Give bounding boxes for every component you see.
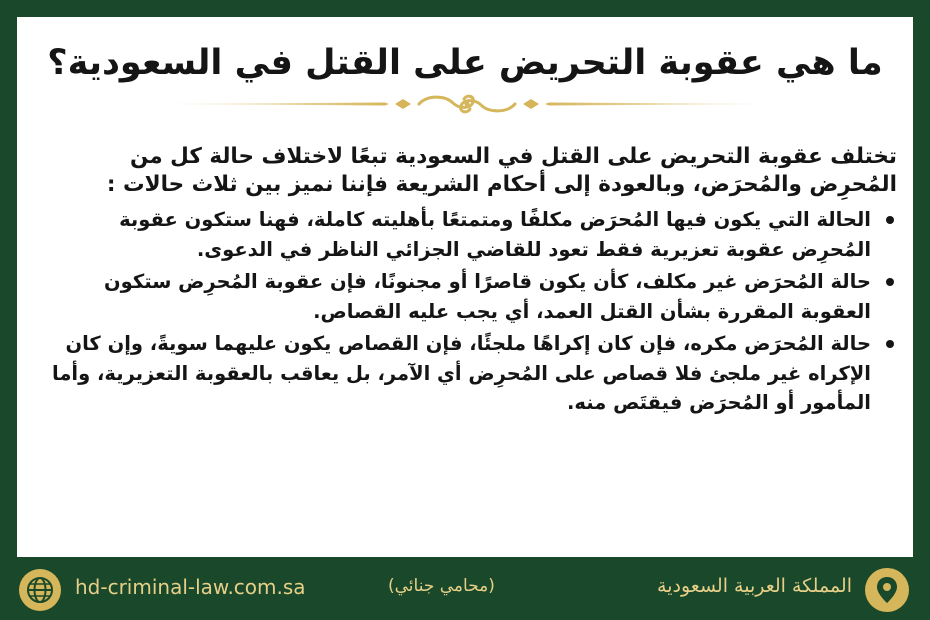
article-body: [35, 143, 897, 421]
footer-bar: [0, 557, 930, 620]
list-item: [35, 329, 897, 418]
globe-icon: [19, 569, 61, 611]
case-text: حالة المُحرَض غير مكلف، كأن يكون قاصرًا أو مجنونًا، فإن عقوبة المُحرِض ستكون العقوبة المقررة بشأن القتل العمد، أي يجب عليه القصاص.: [104, 270, 871, 323]
decorative-divider: [127, 91, 807, 117]
list-item: [35, 267, 897, 326]
location-pin-icon: [865, 568, 909, 612]
case-text: الحالة التي يكون فيها المُحرَض مكلفًا ومتمتعًا بأهليته كاملة، فهنا ستكون عقوبة المُحرِض عقوبة تعزيرية فقط تعود للقاضي الجزائي الناظر في الدعوى.: [119, 208, 871, 261]
list-item: [35, 205, 897, 264]
page-title: ما هي عقوبة التحريض على القتل في السعودية؟: [47, 43, 883, 83]
country-label: المملكة العربية السعودية: [657, 575, 852, 597]
bullet-icon: [886, 216, 894, 224]
case-text: حالة المُحرَض مكره، فإن كان إكراهًا ملجئًا، فإن القصاص يكون عليهما سويةً، وإن كان الإكراه غير ملجئ فلا قصاص على المُحرِض أي الآمر، بل يعاقب بالعقوبة التعزيرية، وأما المأمور أو المُحرَض فيقتَص منه.: [52, 332, 871, 414]
bullet-icon: [886, 340, 894, 348]
lawyer-label: (محامي جنائي): [388, 576, 495, 596]
bullet-icon: [886, 278, 894, 286]
website-link[interactable]: hd-criminal-law.com.sa: [75, 575, 306, 599]
content-card: [17, 17, 913, 557]
intro-paragraph: تختلف عقوبة التحريض على القتل في السعودية تبعًا لاختلاف حالة كل من المُحرِض والمُحرَض، وبالعودة إلى أحكام الشريعة فإننا نميز بين ثلاث حالات :: [106, 144, 897, 197]
cases-list: [35, 205, 897, 418]
